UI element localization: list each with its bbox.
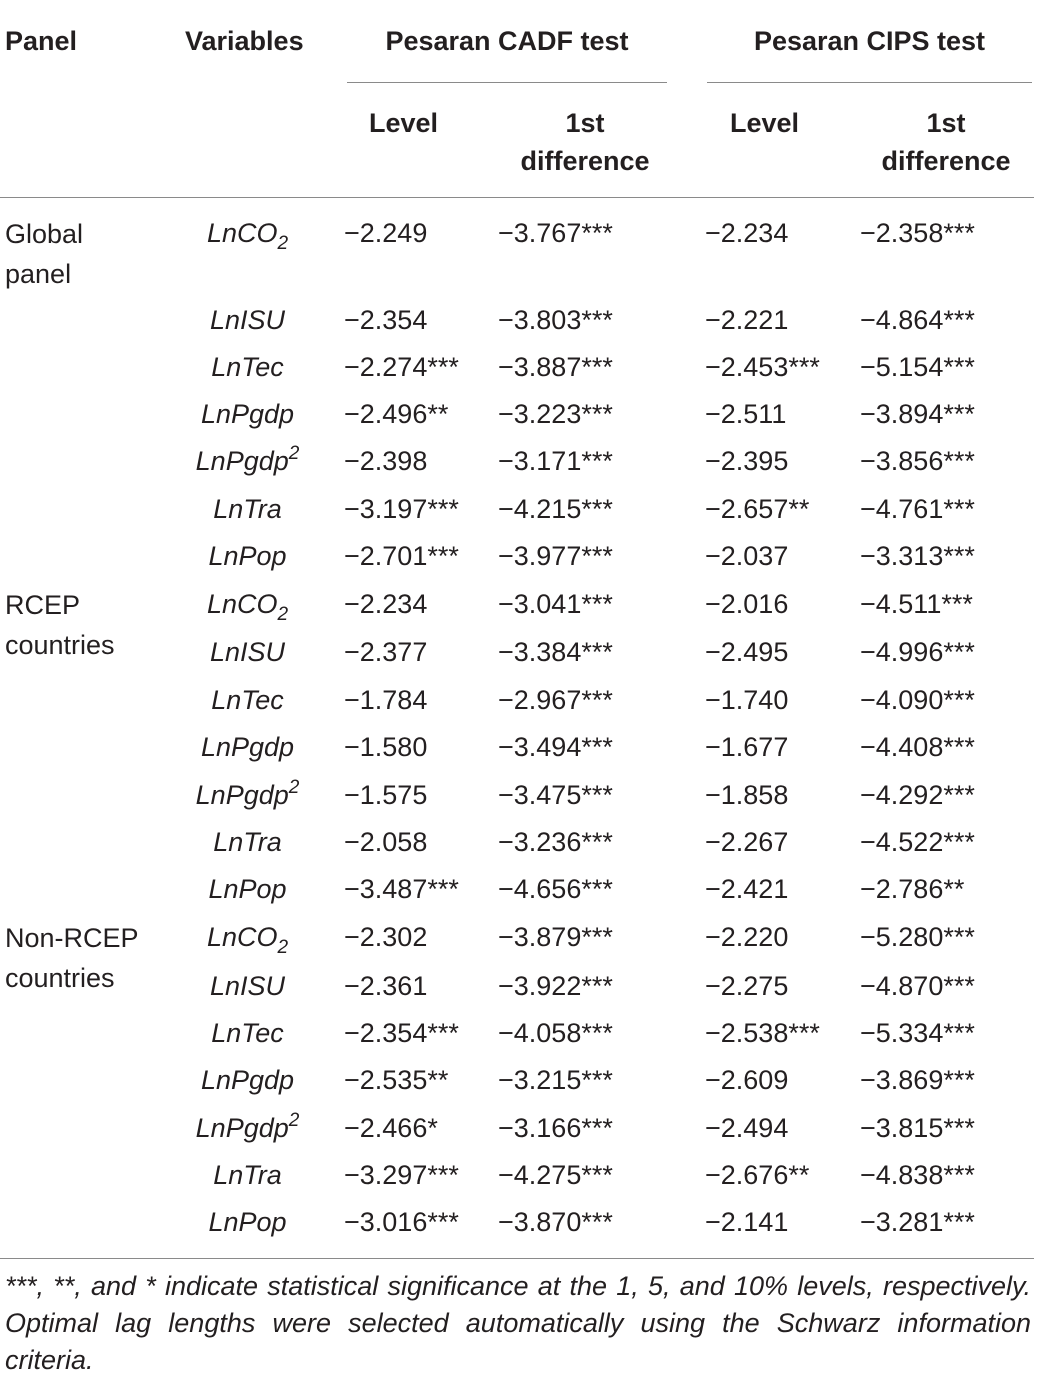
- variable-name: LnCO: [206, 218, 278, 248]
- variable-cell: [165, 348, 330, 386]
- variable-cell: [165, 633, 330, 671]
- cips-level-cell: −2.275: [705, 971, 789, 1001]
- header-cadf-diff-line2: difference: [520, 146, 650, 176]
- cadf-diff-cell: −3.494***: [498, 732, 613, 762]
- variable-cell: [165, 681, 330, 719]
- cips-level-cell: −2.234: [705, 218, 789, 248]
- variable-name: LnTra: [213, 827, 282, 857]
- variable-cell: [165, 1203, 330, 1241]
- cadf-level-cell: −2.466*: [344, 1113, 438, 1143]
- variable-cell: [165, 301, 330, 339]
- cips-diff-cell: −5.334***: [860, 1018, 975, 1048]
- cadf-diff-cell: −3.223***: [498, 399, 613, 429]
- variable-name: LnPgdp: [200, 1065, 295, 1095]
- variable-cell: [165, 537, 330, 575]
- cadf-level-cell: −3.197***: [344, 494, 459, 524]
- variable-name: LnPop: [208, 1207, 287, 1237]
- variable-superscript: 2: [288, 1110, 300, 1131]
- variable-cell: [165, 442, 330, 480]
- variable-name: LnISU: [209, 305, 286, 335]
- cips-diff-cell: −3.815***: [860, 1113, 975, 1143]
- cadf-diff-cell: −3.041***: [498, 589, 613, 619]
- cips-diff-cell: −4.838***: [860, 1160, 975, 1190]
- cips-diff-cell: −4.292***: [860, 780, 975, 810]
- variable-name: LnTec: [211, 352, 284, 382]
- variable-name: LnPgdp: [195, 780, 289, 810]
- cadf-diff-cell: −3.977***: [498, 541, 613, 571]
- cadf-level-cell: −3.016***: [344, 1207, 459, 1237]
- variable-name: LnTec: [211, 685, 284, 715]
- cadf-level-cell: −2.701***: [344, 541, 459, 571]
- header-cadf-diff: [500, 104, 670, 180]
- cadf-diff-cell: −4.656***: [498, 874, 613, 904]
- cadf-diff-cell: −3.171***: [498, 446, 613, 476]
- cadf-level-cell: −2.535**: [344, 1065, 449, 1095]
- variable-name: LnPgdp: [195, 1113, 289, 1143]
- variable-cell: [165, 728, 330, 766]
- header-cips-level: Level: [730, 108, 800, 138]
- variable-cell: [165, 1061, 330, 1099]
- variable-name: LnCO: [206, 589, 278, 619]
- variable-superscript: 2: [288, 777, 300, 798]
- cips-diff-cell: −4.511***: [860, 589, 973, 619]
- variable-subscript: 2: [277, 604, 289, 625]
- header-bottom-rule: [0, 197, 1034, 198]
- cadf-level-cell: −3.297***: [344, 1160, 459, 1190]
- variable-name: LnISU: [209, 971, 286, 1001]
- cadf-level-cell: −1.575: [344, 780, 428, 810]
- variable-superscript: 2: [288, 443, 300, 464]
- variable-cell: [165, 1156, 330, 1194]
- cadf-level-cell: −2.234: [344, 589, 428, 619]
- cadf-level-cell: −2.398: [344, 446, 428, 476]
- header-cips-diff-line1: 1st: [926, 108, 966, 138]
- variable-cell: [165, 870, 330, 908]
- variable-subscript: 2: [277, 233, 289, 254]
- panel-label-line1: RCEP: [5, 590, 81, 620]
- cadf-diff-cell: −3.166***: [498, 1113, 613, 1143]
- cips-diff-cell: −3.856***: [860, 446, 975, 476]
- cips-level-cell: −1.740: [705, 685, 789, 715]
- cadf-diff-cell: −3.384***: [498, 637, 613, 667]
- variable-name: LnPgdp: [200, 732, 295, 762]
- cips-diff-cell: −5.280***: [860, 922, 975, 952]
- cips-level-cell: −2.657**: [705, 494, 810, 524]
- cadf-diff-cell: −3.887***: [498, 352, 613, 382]
- variable-cell: [165, 490, 330, 528]
- cadf-diff-cell: −3.803***: [498, 305, 613, 335]
- variable-name: LnISU: [209, 637, 286, 667]
- cadf-level-cell: −2.377: [344, 637, 428, 667]
- variable-name: LnTra: [213, 494, 282, 524]
- cips-group-rule: [707, 82, 1032, 83]
- panel-label-line1: Global: [5, 219, 84, 249]
- cips-level-cell: −2.395: [705, 446, 789, 476]
- cips-diff-cell: −2.786**: [860, 874, 965, 904]
- table-bottom-rule: [0, 1258, 1034, 1259]
- variable-name: LnPop: [208, 541, 287, 571]
- cips-diff-cell: −4.996***: [860, 637, 975, 667]
- variable-name: LnPgdp: [200, 399, 295, 429]
- cadf-diff-cell: −3.236***: [498, 827, 613, 857]
- header-cips-diff: [861, 104, 1031, 180]
- cadf-diff-cell: −3.879***: [498, 922, 613, 952]
- panel-label-line2: panel: [5, 259, 72, 289]
- cips-diff-cell: −4.090***: [860, 685, 975, 715]
- cips-diff-cell: −4.522***: [860, 827, 975, 857]
- cips-level-cell: −2.421: [705, 874, 789, 904]
- cips-level-cell: −2.609: [705, 1065, 789, 1095]
- header-cadf: Pesaran CADF test: [385, 26, 629, 56]
- cadf-diff-cell: −4.215***: [498, 494, 613, 524]
- variable-name: LnTec: [211, 1018, 284, 1048]
- variable-name: LnTra: [213, 1160, 282, 1190]
- variable-name: LnPop: [208, 874, 287, 904]
- panel-label-line2: countries: [5, 630, 115, 660]
- panel-label-line1: Non-RCEP: [5, 923, 139, 953]
- cadf-level-cell: −1.580: [344, 732, 428, 762]
- cadf-level-cell: −2.058: [344, 827, 428, 857]
- cips-level-cell: −2.016: [705, 589, 789, 619]
- cadf-level-cell: −3.487***: [344, 874, 459, 904]
- header-cadf-level: Level: [369, 108, 439, 138]
- header-panel: Panel: [5, 26, 78, 56]
- cadf-level-cell: −1.784: [344, 685, 428, 715]
- cips-level-cell: −2.538***: [705, 1018, 820, 1048]
- header-cips: Pesaran CIPS test: [753, 26, 986, 56]
- cips-level-cell: −2.267: [705, 827, 789, 857]
- cips-level-cell: −2.676**: [705, 1160, 810, 1190]
- cadf-diff-cell: −3.922***: [498, 971, 613, 1001]
- cadf-level-cell: −2.249: [344, 218, 428, 248]
- cadf-group-rule: [347, 82, 667, 83]
- panel-label-global: [5, 214, 83, 294]
- cips-level-cell: −1.858: [705, 780, 789, 810]
- cadf-diff-cell: −4.275***: [498, 1160, 613, 1190]
- cips-diff-cell: −4.408***: [860, 732, 975, 762]
- cips-diff-cell: −5.154***: [860, 352, 975, 382]
- table-footnote: ***, **, and * indicate statistical significance at the 1, 5, and 10% levels, respectively. Optimal lag lengths were selected automatically using the Schwarz information criteria.: [5, 1271, 1031, 1375]
- cips-level-cell: −2.141: [705, 1207, 789, 1237]
- variable-cell: [165, 823, 330, 861]
- cips-diff-cell: −2.358***: [860, 218, 975, 248]
- variable-cell: [165, 918, 330, 956]
- cips-level-cell: −2.453***: [705, 352, 820, 382]
- cips-diff-cell: −4.870***: [860, 971, 975, 1001]
- cadf-diff-cell: −3.870***: [498, 1207, 613, 1237]
- variable-cell: [165, 967, 330, 1005]
- header-cips-diff-line2: difference: [881, 146, 1011, 176]
- variable-cell: [165, 214, 330, 252]
- cadf-level-cell: −2.361: [344, 971, 428, 1001]
- cips-diff-cell: −4.761***: [860, 494, 975, 524]
- variable-cell: [165, 776, 330, 814]
- cadf-diff-cell: −3.767***: [498, 218, 613, 248]
- cadf-diff-cell: −3.215***: [498, 1065, 613, 1095]
- cips-level-cell: −2.511: [705, 399, 787, 429]
- variable-subscript: 2: [277, 937, 289, 958]
- cadf-level-cell: −2.354: [344, 305, 428, 335]
- cadf-level-cell: −2.354***: [344, 1018, 459, 1048]
- cips-level-cell: −2.221: [705, 305, 789, 335]
- cadf-diff-cell: −4.058***: [498, 1018, 613, 1048]
- variable-cell: [165, 1014, 330, 1052]
- cadf-diff-cell: −2.967***: [498, 685, 613, 715]
- cips-diff-cell: −3.313***: [860, 541, 975, 571]
- cips-diff-cell: −4.864***: [860, 305, 975, 335]
- cips-diff-cell: −3.894***: [860, 399, 975, 429]
- panel-label-line2: countries: [5, 963, 115, 993]
- variable-name: LnCO: [206, 922, 278, 952]
- panel-label-non-rcep: [5, 918, 139, 998]
- variable-cell: [165, 395, 330, 433]
- cips-level-cell: −1.677: [705, 732, 789, 762]
- cips-level-cell: −2.220: [705, 922, 789, 952]
- variable-cell: [165, 585, 330, 623]
- header-variables: Variables: [185, 26, 304, 56]
- cadf-level-cell: −2.274***: [344, 352, 459, 382]
- cips-diff-cell: −3.869***: [860, 1065, 975, 1095]
- cips-level-cell: −2.495: [705, 637, 789, 667]
- cips-diff-cell: −3.281***: [860, 1207, 975, 1237]
- variable-cell: [165, 1109, 330, 1147]
- variable-name: LnPgdp: [195, 446, 289, 476]
- header-cadf-diff-line1: 1st: [565, 108, 605, 138]
- panel-label-rcep: [5, 585, 115, 665]
- cips-level-cell: −2.494: [705, 1113, 789, 1143]
- cadf-diff-cell: −3.475***: [498, 780, 613, 810]
- cips-level-cell: −2.037: [705, 541, 789, 571]
- cadf-level-cell: −2.302: [344, 922, 428, 952]
- cadf-level-cell: −2.496**: [344, 399, 449, 429]
